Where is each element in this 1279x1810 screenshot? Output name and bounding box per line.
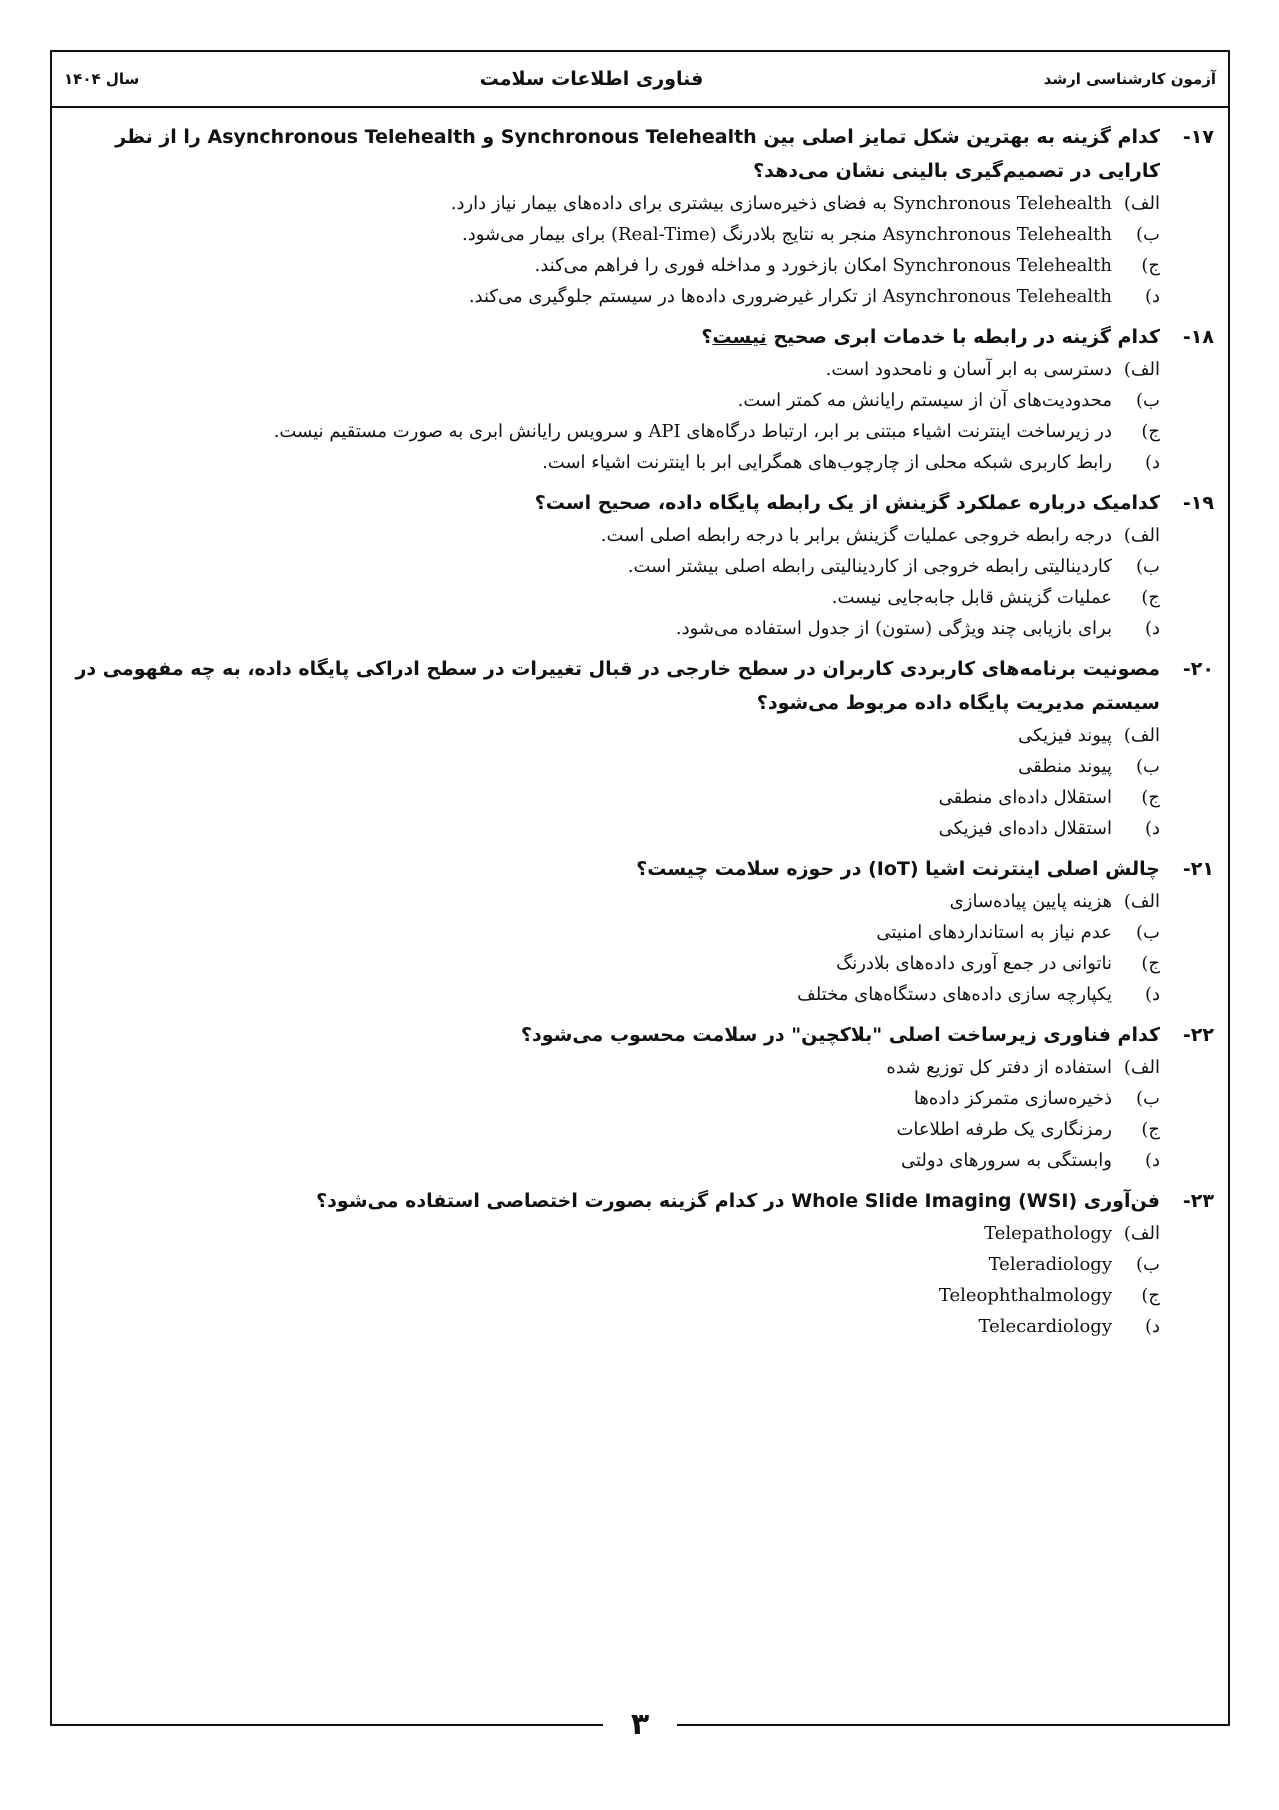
option-text: محدودیت‌های آن از سیستم رایانش مه کمتر است. bbox=[737, 390, 1112, 411]
option-label: د) bbox=[1144, 818, 1160, 839]
question-stem bbox=[68, 652, 1214, 720]
option-label: ب) bbox=[1136, 224, 1160, 245]
option-label: الف) bbox=[1123, 193, 1160, 214]
option-label: ب) bbox=[1136, 390, 1160, 411]
option-text: در زیرساخت اینترنت اشیاء مبتنی بر ابر، ارتباط درگاه‌های API و سرویس رایانش ابری به صورت مستقیم نیست. bbox=[273, 421, 1112, 442]
option-text: دسترسی به ابر آسان و نامحدود است. bbox=[825, 359, 1112, 380]
options-list bbox=[68, 1052, 1214, 1176]
option bbox=[68, 720, 1160, 751]
option bbox=[68, 782, 1160, 813]
option-label: د) bbox=[1144, 452, 1160, 473]
option-label: ج) bbox=[1141, 1285, 1160, 1306]
subject-title: فناوری اطلاعات سلامت bbox=[479, 68, 704, 90]
option-text: یکپارچه سازی داده‌های دستگاه‌های مختلف bbox=[797, 984, 1112, 1005]
option-text: رابط کاربری شبکه محلی از چارچوب‌های همگرایی ابر با اینترنت اشیاء است. bbox=[542, 452, 1112, 473]
option-label: الف) bbox=[1123, 891, 1160, 912]
question-text: کدامیک درباره عملکرد گزینش از یک رابطه پایگاه داده، صحیح است؟ bbox=[534, 492, 1160, 514]
question-stem bbox=[68, 1018, 1214, 1052]
option-text: Telepathology bbox=[984, 1223, 1112, 1244]
option bbox=[68, 613, 1160, 644]
question-21 bbox=[68, 852, 1214, 1010]
option-text: Teleophthalmology bbox=[938, 1285, 1112, 1306]
option bbox=[68, 1249, 1160, 1280]
option-label: ب) bbox=[1136, 1088, 1160, 1109]
option-label: ج) bbox=[1141, 953, 1160, 974]
option-label: د) bbox=[1144, 1316, 1160, 1337]
question-text: کدام فناوری زیرساخت اصلی "بلاکچین" در سلامت محسوب می‌شود؟ bbox=[520, 1024, 1160, 1046]
option bbox=[68, 385, 1160, 416]
option bbox=[68, 1218, 1160, 1249]
question-text: فن‌آوری Whole Slide Imaging (WSI) در کدام گزینه بصورت اختصاصی استفاده می‌شود؟ bbox=[316, 1190, 1160, 1212]
option bbox=[68, 979, 1160, 1010]
page-header bbox=[52, 52, 1228, 108]
option bbox=[68, 447, 1160, 478]
options-list bbox=[68, 1218, 1214, 1342]
question-number: ۲۳- bbox=[1182, 1190, 1214, 1212]
question-20 bbox=[68, 652, 1214, 844]
option-text: درجه رابطه خروجی عملیات گزینش برابر با درجه رابطه اصلی است. bbox=[600, 525, 1112, 546]
option-label: ب) bbox=[1136, 556, 1160, 577]
option-label: د) bbox=[1144, 1150, 1160, 1171]
option bbox=[68, 751, 1160, 782]
negation-underlined: نیست bbox=[712, 326, 767, 348]
question-23 bbox=[68, 1184, 1214, 1342]
option-text: استفاده از دفتر کل توزیع شده bbox=[886, 1057, 1112, 1078]
option-text: ذخیره‌سازی متمرکز داده‌ها bbox=[913, 1088, 1112, 1109]
option bbox=[68, 416, 1160, 447]
questions-list bbox=[52, 120, 1228, 1350]
options-list bbox=[68, 720, 1214, 844]
option bbox=[68, 1280, 1160, 1311]
option-label: الف) bbox=[1123, 1223, 1160, 1244]
option-text: عملیات گزینش قابل جابه‌جایی نیست. bbox=[831, 587, 1112, 608]
option-text: استقلال داده‌ای فیزیکی bbox=[938, 818, 1112, 839]
question-18 bbox=[68, 320, 1214, 478]
option-label: ج) bbox=[1141, 787, 1160, 808]
option-text: پیوند فیزیکی bbox=[1018, 725, 1112, 746]
option bbox=[68, 582, 1160, 613]
option-text: Asynchronous Telehealth از تکرار غیرضروری داده‌ها در سیستم جلوگیری می‌کند. bbox=[468, 286, 1112, 307]
option-text: پیوند منطقی bbox=[1018, 756, 1112, 777]
option bbox=[68, 250, 1160, 281]
option-label: ج) bbox=[1141, 255, 1160, 276]
option-text: ناتوانی در جمع آوری داده‌های بلادرنگ bbox=[836, 953, 1112, 974]
option-label: ج) bbox=[1141, 1119, 1160, 1140]
option-text: وابستگی به سرورهای دولتی bbox=[900, 1150, 1112, 1171]
options-list bbox=[68, 520, 1214, 644]
question-text bbox=[68, 320, 1160, 354]
option bbox=[68, 886, 1160, 917]
options-list bbox=[68, 188, 1214, 312]
option bbox=[68, 354, 1160, 385]
question-stem bbox=[68, 852, 1214, 886]
option-text: Asynchronous Telehealth منجر به نتایج بلادرنگ (Real-Time) برای بیمار می‌شود. bbox=[461, 224, 1112, 245]
option bbox=[68, 1145, 1160, 1176]
exam-title: آزمون کارشناسی ارشد bbox=[1043, 70, 1216, 88]
option bbox=[68, 188, 1160, 219]
question-22 bbox=[68, 1018, 1214, 1176]
option bbox=[68, 917, 1160, 948]
option bbox=[68, 813, 1160, 844]
option bbox=[68, 1083, 1160, 1114]
option bbox=[68, 1052, 1160, 1083]
question-stem bbox=[68, 120, 1214, 188]
option bbox=[68, 219, 1160, 250]
page-footer bbox=[52, 1704, 1228, 1744]
option-text: Telecardiology bbox=[978, 1316, 1112, 1337]
page-number: ۳ bbox=[603, 1707, 677, 1742]
option-label: ب) bbox=[1136, 1254, 1160, 1275]
option-text: Synchronous Telehealth امکان بازخورد و مداخله فوری را فراهم می‌کند. bbox=[534, 255, 1112, 276]
question-stem bbox=[68, 1184, 1214, 1218]
option-label: د) bbox=[1144, 286, 1160, 307]
question-19 bbox=[68, 486, 1214, 644]
option bbox=[68, 281, 1160, 312]
question-text: کدام گزینه به بهترین شکل تمایز اصلی بین Synchronous Telehealth و Asynchronous Telehealth را از نظر کارایی در تصمیم‌گیری بالینی نشان می‌دهد؟ bbox=[115, 126, 1160, 182]
question-text: چالش اصلی اینترنت اشیا (IoT) در حوزه سلامت چیست؟ bbox=[636, 858, 1160, 880]
option-label: ج) bbox=[1141, 587, 1160, 608]
option bbox=[68, 1114, 1160, 1145]
option-text: کاردینالیتی رابطه خروجی از کاردینالیتی رابطه اصلی بیشتر است. bbox=[627, 556, 1112, 577]
question-number: ۲۱- bbox=[1182, 858, 1214, 880]
question-stem bbox=[68, 320, 1214, 354]
exam-year: سال ۱۴۰۴ bbox=[64, 70, 140, 88]
option-label: د) bbox=[1144, 618, 1160, 639]
option-label: الف) bbox=[1123, 725, 1160, 746]
option-label: ب) bbox=[1136, 756, 1160, 777]
option-text: Teleradiology bbox=[988, 1254, 1112, 1275]
question-text: مصونیت برنامه‌های کاربردی کاربران در سطح خارجی در قبال تغییرات در سطح ادراکی پایگاه داده، به چه مفهومی در سیستم مدیریت پایگاه داده مربوط می‌شود؟ bbox=[75, 658, 1160, 714]
question-number: ۱۸- bbox=[1182, 326, 1214, 348]
option-text: هزینه پایین پیاده‌سازی bbox=[949, 891, 1112, 912]
option-text: برای بازیابی چند ویژگی (ستون) از جدول استفاده می‌شود. bbox=[675, 618, 1112, 639]
option-label: الف) bbox=[1123, 359, 1160, 380]
option-text: رمزنگاری یک طرفه اطلاعات bbox=[896, 1119, 1112, 1140]
question-text-post: ؟ bbox=[701, 326, 713, 348]
option-text: Synchronous Telehealth به فضای ذخیره‌سازی بیشتری برای داده‌های بیمار نیاز دارد. bbox=[450, 193, 1112, 214]
option bbox=[68, 520, 1160, 551]
option-label: الف) bbox=[1123, 1057, 1160, 1078]
option bbox=[68, 551, 1160, 582]
option-label: د) bbox=[1144, 984, 1160, 1005]
option-text: عدم نیاز به استانداردهای امنیتی bbox=[876, 922, 1112, 943]
question-number: ۲۲- bbox=[1182, 1024, 1214, 1046]
page-frame bbox=[50, 50, 1230, 1742]
options-list bbox=[68, 354, 1214, 478]
option-label: ب) bbox=[1136, 922, 1160, 943]
question-number: ۱۷- bbox=[1182, 126, 1214, 148]
options-list bbox=[68, 886, 1214, 1010]
question-number: ۲۰- bbox=[1182, 658, 1214, 680]
question-stem bbox=[68, 486, 1214, 520]
question-text-pre: کدام گزینه در رابطه با خدمات ابری صحیح bbox=[766, 326, 1160, 348]
question-number: ۱۹- bbox=[1182, 492, 1214, 514]
option bbox=[68, 1311, 1160, 1342]
option-label: الف) bbox=[1123, 525, 1160, 546]
option bbox=[68, 948, 1160, 979]
option-label: ج) bbox=[1141, 421, 1160, 442]
option-text: استقلال داده‌ای منطقی bbox=[938, 787, 1112, 808]
question-17 bbox=[68, 120, 1214, 312]
